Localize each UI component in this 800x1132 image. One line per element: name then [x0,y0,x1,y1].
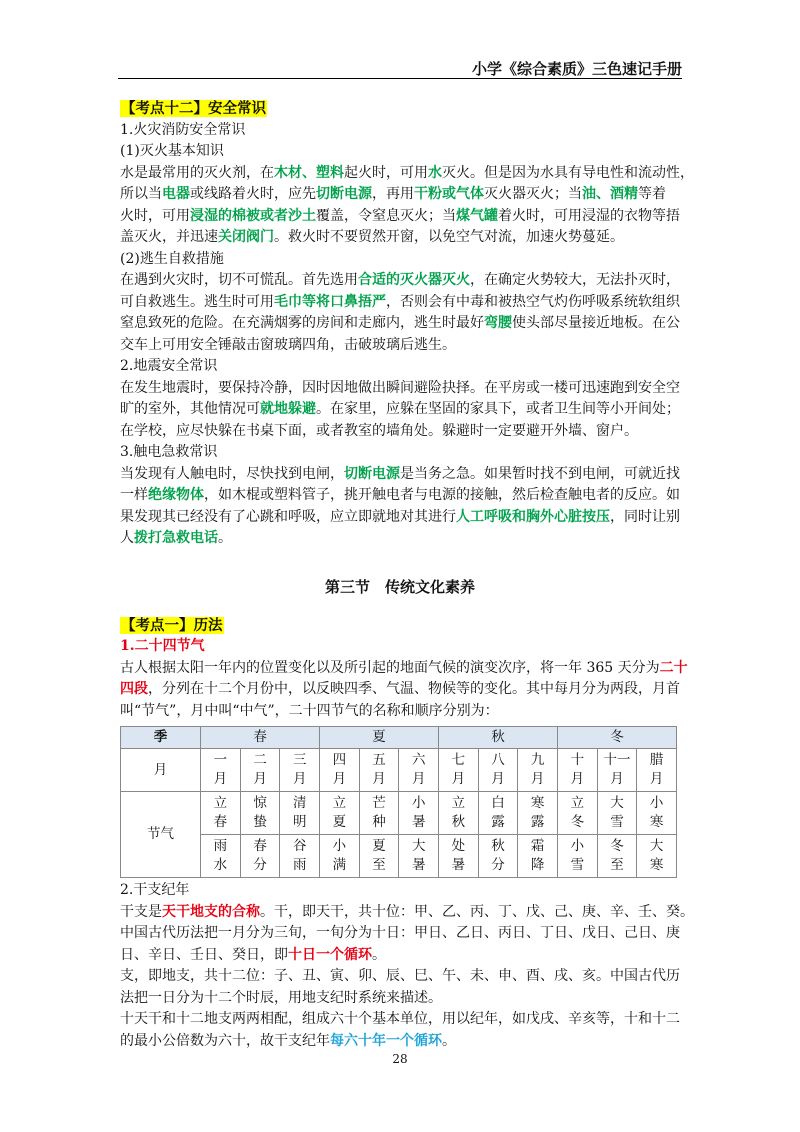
shock-title: 3.触电急救常识 [120,444,218,460]
para-line: 火时，可用浸湿的棉被或者沙土覆盖，令窒息灭火；当煤气罐着火时，可用浸湿的衣物等捂 [120,207,680,224]
month-cell: 三 月 [280,749,320,792]
page-content [120,96,694,1052]
month-cell: 九 月 [518,749,558,792]
jieqi-cell: 白 露 [478,792,518,835]
para-line: 人拨打急救电话。 [120,530,232,546]
month-cell: 二 月 [240,749,280,792]
month-cell: 十一月 [597,749,637,792]
para-line: 叫“节气”，月中叫“中气”，二十四节气的名称和顺序分别为： [120,702,499,719]
para-line: 在学校，应尽快躲在书桌下面，或者教室的墙角处。躲避时一定要避开外墙、窗户。 [120,422,638,439]
jieqi-table [120,726,677,878]
jieqi-cell: 夏 至 [359,835,399,878]
fire-title: 1.火灾消防安全常识 [120,121,246,138]
para-line: 古人根据太阳一年内的位置变化以及所引起的地面气候的演变次序，将一年 365 天分为二十 [120,659,688,676]
month-cell: 六 月 [399,749,439,792]
jieqi-cell: 谷 雨 [280,835,320,878]
para-line: 窒息致死的危险。在充满烟雾的房间和走廊内，逃生时最好弯腰使头部尽量接近地板。在公 [120,315,680,331]
jieqi-cell: 冬 至 [597,835,637,878]
para-line: 在发生地震时，要保持冷静，因时因地做出瞬间避险抉择。在平房或一楼可迅速跑到安全空 [120,379,680,396]
jieqi-cell: 小 寒 [637,792,677,835]
jieqi-cell: 立 春 [201,792,241,835]
jieqi-cell: 惊 蛰 [240,792,280,835]
jieqi-cell: 春 分 [240,835,280,878]
season-winter: 冬 [558,727,677,749]
jieqi-cell: 霜 降 [518,835,558,878]
para-line: 可自救逃生。逃生时可用毛巾等将口鼻捂严，否则会有中毒和被热空气灼伤呼吸系统软组织 [120,293,680,310]
jieqi-cell: 秋 分 [478,835,518,878]
jieqi-cell: 立 夏 [320,792,360,835]
month-cell: 腊 月 [637,749,677,792]
para-line: 日、辛日、壬日、癸日，即十日一个循环。 [120,946,386,963]
page-header [118,56,682,79]
table-corner: 季 [121,727,201,749]
fire-sub2: (2)逃生自救措施 [120,250,224,267]
para-line: 干支是天干地支的合称。干，即天干，共十位：甲、乙、丙、丁、戊、己、庚、辛、壬、癸。 [120,903,694,920]
season-autumn: 秋 [439,727,558,749]
para-line: 支，即地支，共十二位：子、丑、寅、卯、辰、巳、午、未、申、酉、戌、亥。中国古代历 [120,968,680,984]
jieqi-label: 节气 [121,792,201,878]
month-cell: 七 月 [439,749,479,792]
month-cell: 八 月 [478,749,518,792]
para-line: 十天干和十二地支两两相配，组成六十个基本单位，用以纪年，如戊戌、辛亥等，十和十二 [120,1011,680,1027]
jieqi-cell: 清 明 [280,792,320,835]
jieqi-cell: 立 冬 [558,792,598,835]
month-cell: 四 月 [320,749,360,792]
jieqi-cell: 大 暑 [399,835,439,878]
para-line: 水是最常用的灭火剂，在木材、塑料起火时，可用水灭火。但是因为水具有导电性和流动性， [120,164,694,181]
para-line: 盖灭火，并迅速关闭阀门。救火时不要贸然开窗，以免空气对流，加速火势蔓延。 [120,229,624,245]
para-line: 法把一日分为十二个时辰，用地支纪时系统来描述。 [120,989,442,1006]
quake-title: 2.地震安全常识 [120,358,218,374]
para-line: 当发现有人触电时，尽快找到电闸，切断电源是当务之急。如果暂时找不到电闸，可就近找 [120,465,680,482]
jieqi-cell: 小 雪 [558,835,598,878]
page-number: 28 [392,1052,408,1066]
jieqi-cell: 处 暑 [439,835,479,878]
jieqi-cell: 小 暑 [399,792,439,835]
kp12-title: 【考点十二】安全常识 [121,100,266,117]
jieqi-cell: 寒 露 [518,792,558,835]
jieqi-title: 1.二十四节气 [120,638,205,654]
month-label: 月 [121,749,201,792]
season-summer: 夏 [320,727,439,749]
para-line: 中国古代历法把一月分为三旬，一旬分为十日：甲日、乙日、丙日、丁日、戊日、己日、庚 [120,925,680,941]
jieqi-cell: 雨 水 [201,835,241,878]
month-cell: 五 月 [359,749,399,792]
jieqi-cell: 小 满 [320,835,360,878]
para-line: 四段，分列在十二个月份中，以反映四季、气温、物候等的变化。其中每月分为两段，月首 [120,681,680,697]
para-line: 的最小公倍数为六十，故干支纪年每六十年一个循环。 [120,1032,456,1049]
jieqi-cell: 大 雪 [597,792,637,835]
para-line: 在遇到火灾时，切不可慌乱。首先选用合适的灭火器灭火，在确定火势较大，无法扑灭时， [120,272,680,288]
para-line: 果发现其已经没有了心跳和呼吸，应立即就地对其进行人工呼吸和胸外心脏按压，同时让别 [120,508,680,525]
fire-sub1: (1)灭火基本知识 [120,143,224,159]
section-title: 第三节 传统文化素养 [324,577,475,596]
season-spring: 春 [201,727,320,749]
month-cell: 一 月 [201,749,241,792]
para-line: 交车上可用安全锤敲击窗玻璃四角，击破玻璃后逃生。 [120,336,456,353]
jieqi-cell: 大 寒 [637,835,677,878]
para-line: 所以当电器或线路着火时，应先切断电源，再用干粉或气体灭火器灭火；当油、酒精等着 [120,186,666,202]
month-cell: 十 月 [558,749,598,792]
header-title: 小学《综合素质》三色速记手册 [471,60,682,78]
jieqi-cell: 芒 种 [359,792,399,835]
kp1-title: 【考点一】历法 [121,616,223,634]
para-line: 一样绝缘物体，如木棍或塑料管子，挑开触电者与电源的接触，然后检查触电者的反应。如 [120,487,680,503]
para-line: 旷的室外，其他情况可就地躲避。在家里，应躲在坚固的家具下，或者卫生间等小开间处； [120,401,680,417]
ganzhi-title: 2.干支纪年 [120,882,190,898]
jieqi-cell: 立 秋 [439,792,479,835]
